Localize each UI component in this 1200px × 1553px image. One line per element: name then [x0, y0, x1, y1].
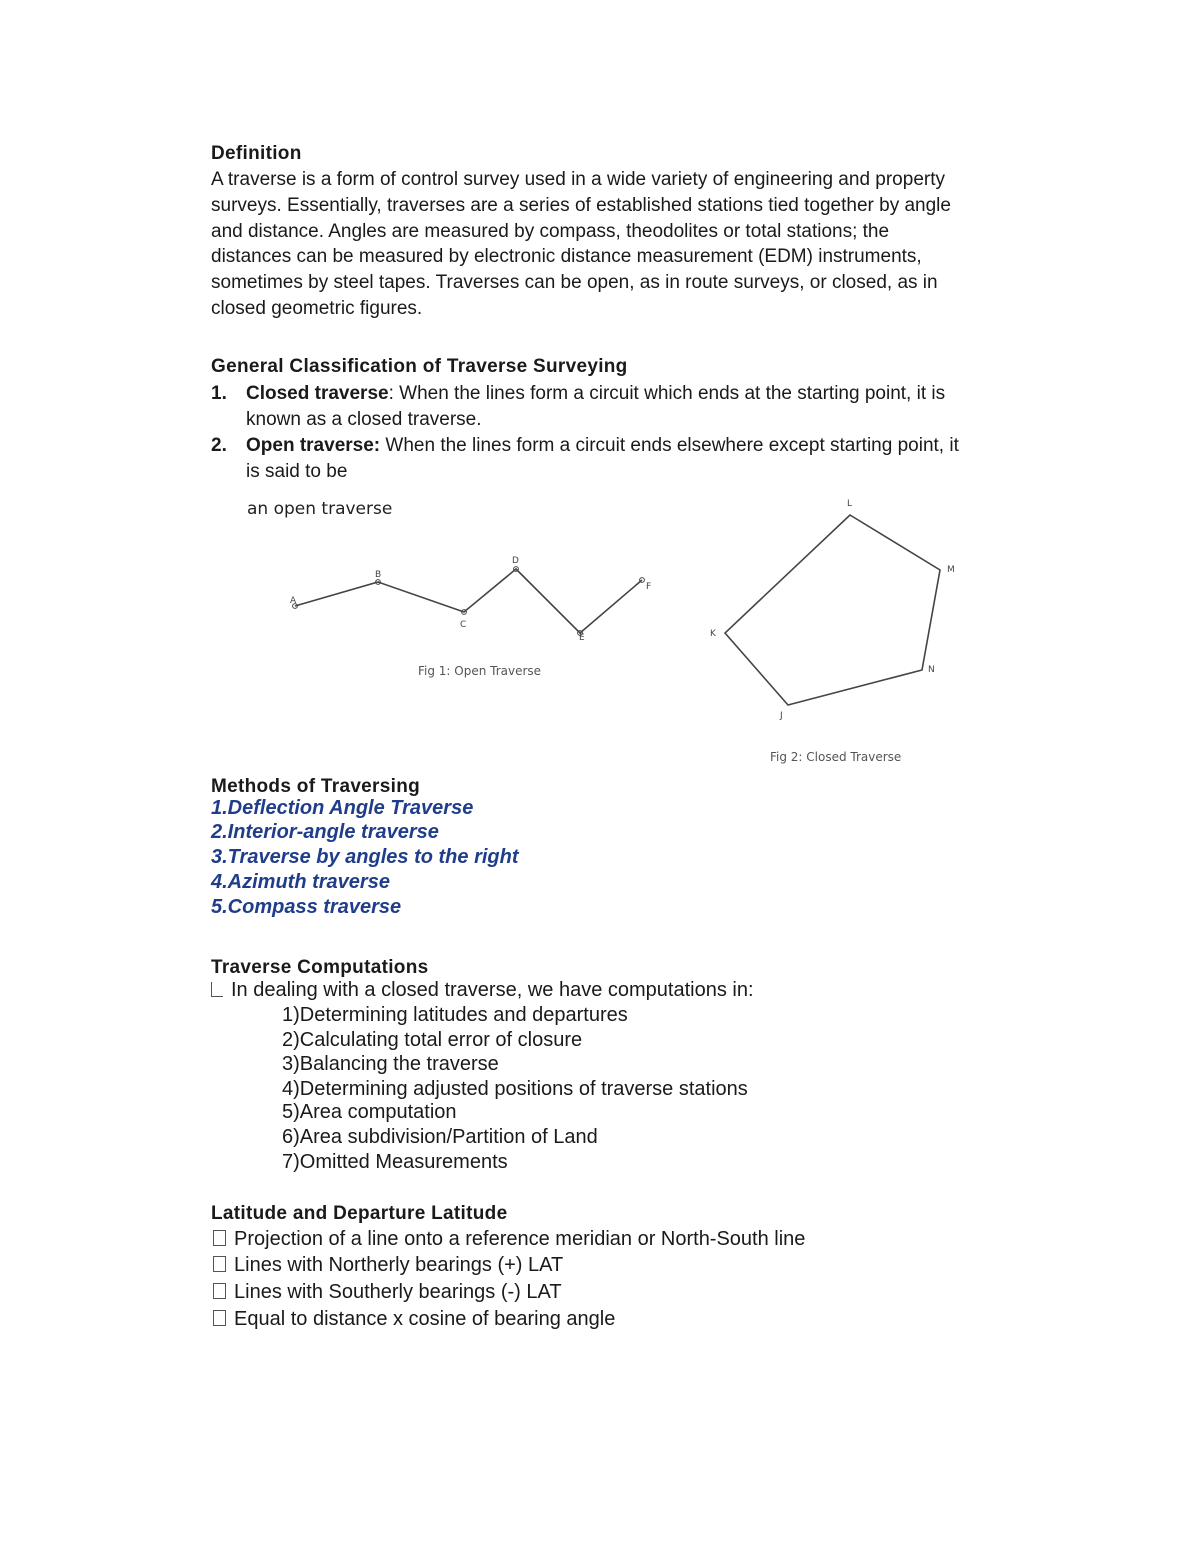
station-label-l: L — [847, 499, 853, 509]
computation-item: 4)Determining adjusted positions of traverse stations — [282, 1078, 748, 1100]
latitude-item — [213, 1308, 615, 1331]
station-label-m: M — [947, 565, 955, 575]
computation-item: 3)Balancing the traverse — [282, 1053, 499, 1075]
latitude-item-text: Projection of a line onto a reference meridian or North-South line — [234, 1228, 806, 1250]
list-text — [246, 433, 1071, 459]
bullet-box-icon — [213, 1310, 226, 1326]
method-item: 1.Deflection Angle Traverse — [211, 797, 474, 819]
latitude-item — [213, 1228, 805, 1251]
computation-item: 6)Area subdivision/Partition of Land — [282, 1126, 598, 1148]
latitude-heading: Latitude and Departure Latitude — [211, 1203, 508, 1224]
method-item: 2.Interior-angle traverse — [211, 821, 439, 843]
classification-item-closed — [211, 381, 1071, 433]
list-line: When the lines form a circuit ends elsewhere except starting point, it — [380, 435, 959, 456]
station-label-d: D — [512, 556, 519, 566]
definition-paragraph — [211, 167, 1071, 322]
classification-item-open — [211, 433, 1071, 485]
latitude-item — [213, 1254, 563, 1277]
latitude-item-text: Lines with Northerly bearings (+) LAT — [234, 1254, 564, 1276]
station-label-a: A — [290, 596, 297, 606]
open-traverse-caption: an open traverse — [247, 499, 393, 519]
computations-intro-text: In dealing with a closed traverse, we have computations in: — [231, 979, 754, 1001]
computation-item: 7)Omitted Measurements — [282, 1151, 508, 1173]
definition-line: and distance. Angles are measured by compass, theodolites or total stations; the — [211, 220, 890, 242]
figure-caption-open: Fig 1: Open Traverse — [418, 664, 542, 678]
station-label-k: K — [710, 629, 716, 639]
definition-line: closed geometric figures. — [211, 297, 423, 319]
definition-line: A traverse is a form of control survey used in a wide variety of engineering and property — [211, 169, 945, 190]
list-text — [246, 381, 1071, 407]
computations-heading: Traverse Computations — [211, 957, 429, 978]
station-label-e: E — [579, 633, 585, 643]
definition-line: sometimes by steel tapes. Traverses can be open, as in route surveys, or closed, as in — [211, 272, 938, 294]
method-item: 4.Azimuth traverse — [211, 871, 390, 893]
closed-traverse-figure — [700, 490, 970, 770]
computation-item: 2)Calculating total error of closure — [282, 1029, 583, 1051]
computations-intro — [211, 979, 754, 1002]
method-item: 5.Compass traverse — [211, 896, 402, 918]
bullet-box-icon — [211, 982, 223, 997]
list-line: is said to be — [246, 460, 348, 482]
list-number: 1. — [211, 383, 227, 404]
closed-traverse-polygon — [725, 515, 940, 705]
station-label-f: F — [646, 582, 652, 592]
methods-heading: Methods of Traversing — [211, 776, 421, 797]
station-label-b: B — [375, 570, 382, 580]
station-label-j: J — [780, 711, 783, 721]
term-open-traverse: Open traverse: — [246, 435, 381, 456]
bullet-box-icon — [213, 1283, 226, 1299]
classification-heading: General Classification of Traverse Surveying — [211, 356, 628, 377]
definition-heading: Definition — [211, 143, 302, 164]
open-traverse-figure — [280, 545, 680, 690]
latitude-item-text: Equal to distance x cosine of bearing angle — [234, 1308, 616, 1330]
latitude-item-text: Lines with Southerly bearings (-) LAT — [234, 1281, 562, 1303]
list-line: known as a closed traverse. — [246, 408, 482, 430]
bullet-box-icon — [213, 1230, 226, 1246]
definition-line: distances can be measured by electronic distance measurement (EDM) instruments, — [211, 246, 922, 268]
list-number: 2. — [211, 435, 227, 456]
figure-caption-closed: Fig 2: Closed Traverse — [770, 750, 902, 764]
list-line: : When the lines form a circuit which ends at the starting point, it is — [388, 383, 946, 404]
open-traverse-line — [295, 569, 642, 633]
latitude-item — [213, 1281, 562, 1304]
computation-item: 5)Area computation — [282, 1101, 457, 1123]
method-item: 3.Traverse by angles to the right — [211, 846, 519, 868]
term-closed-traverse: Closed traverse — [246, 383, 389, 404]
bullet-box-icon — [213, 1256, 226, 1272]
station-label-n: N — [928, 665, 935, 675]
computation-item: 1)Determining latitudes and departures — [282, 1004, 628, 1026]
definition-line: surveys. Essentially, traverses are a series of established stations tied together by angle — [211, 194, 951, 216]
station-label-c: C — [460, 620, 467, 630]
